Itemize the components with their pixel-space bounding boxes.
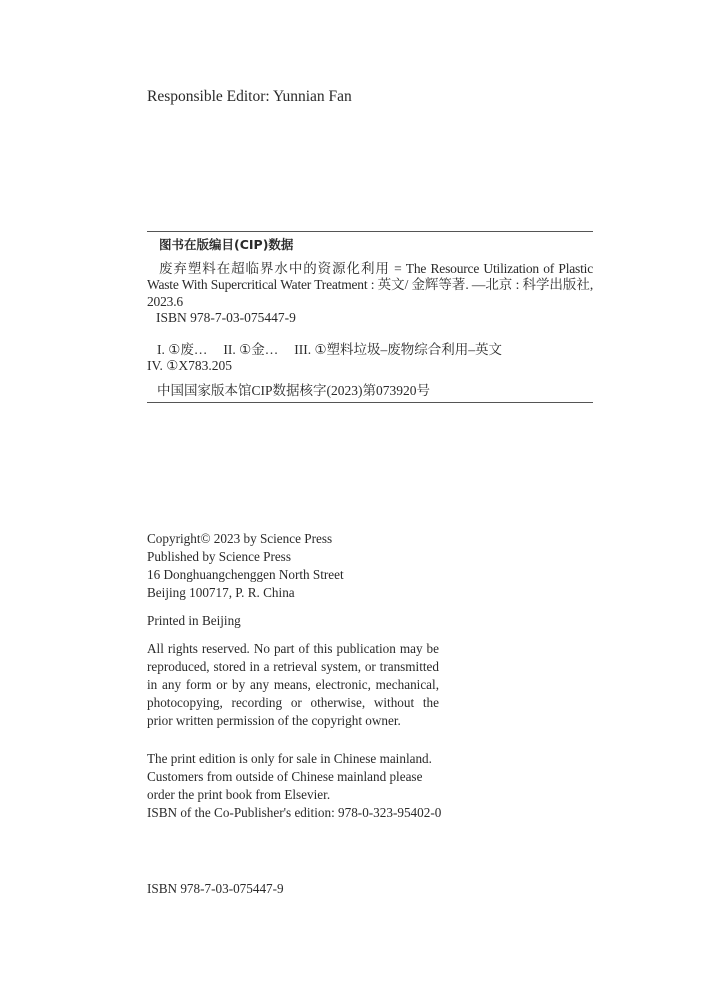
publisher-info [147,530,439,602]
book-isbn: ISBN 978-7-03-075447-9 [147,881,284,896]
cip-data-block [147,231,593,403]
editor-name: Yunnian Fan [273,88,352,105]
cip-heading: 图书在版编目(CIP)数据 [159,237,294,252]
cip-isbn: ISBN 978-7-03-075447-9 [156,310,296,325]
cip-class-3: III. ①塑料垃圾–废物综合利用–英文 [294,341,503,357]
sale-notice [147,750,442,822]
sale-line-2: Customers from outside of Chinese mainland please [147,769,423,784]
publisher-street: 16 Donghuangchenggen North Street [147,567,344,582]
copyright-block [147,530,442,822]
sale-line-1: The print edition is only for sale in Chinese mainland. [147,751,432,766]
cip-top-rule [147,231,593,232]
cip-bottom-rule [147,402,593,403]
cip-class-2: II. ①金… [223,341,279,357]
cip-class-4: IV. ①X783.205 [147,358,232,373]
copublisher-isbn: ISBN of the Co-Publisher's edition: 978-0-323-95402-0 [147,805,442,820]
copyright-page [147,0,593,1000]
publisher-city: Beijing 100717, P. R. China [147,585,295,600]
sale-line-3: order the print book from Elsevier. [147,787,331,802]
cip-record-number: 中国国家版本馆CIP数据核字(2023)第073920号 [157,382,430,398]
responsible-editor [147,88,352,106]
copyright-notice: Copyright© 2023 by Science Press [147,531,333,546]
printed-in: Printed in Beijing [147,613,241,628]
publisher-name: Published by Science Press [147,549,291,564]
cip-title-record: 废弃塑料在超临界水中的资源化利用 = The Resource Utilization of Plastic Waste With Supercritical Water Treatment : 英文/ 金辉等著. —北京 : 科学出版社, 2023.6 [147,260,593,309]
cip-classification [147,342,593,375]
editor-label: Responsible Editor: [147,88,273,105]
cip-class-1: I. ①废… [157,341,208,357]
rights-statement: All rights reserved. No part of this publication may be reproduced, stored in a retrieval system, or transmitted in any form or by any means, electronic, mechanical, photocopying, recording or otherwise, without the prior written permission of the copyright owner. [147,641,439,728]
